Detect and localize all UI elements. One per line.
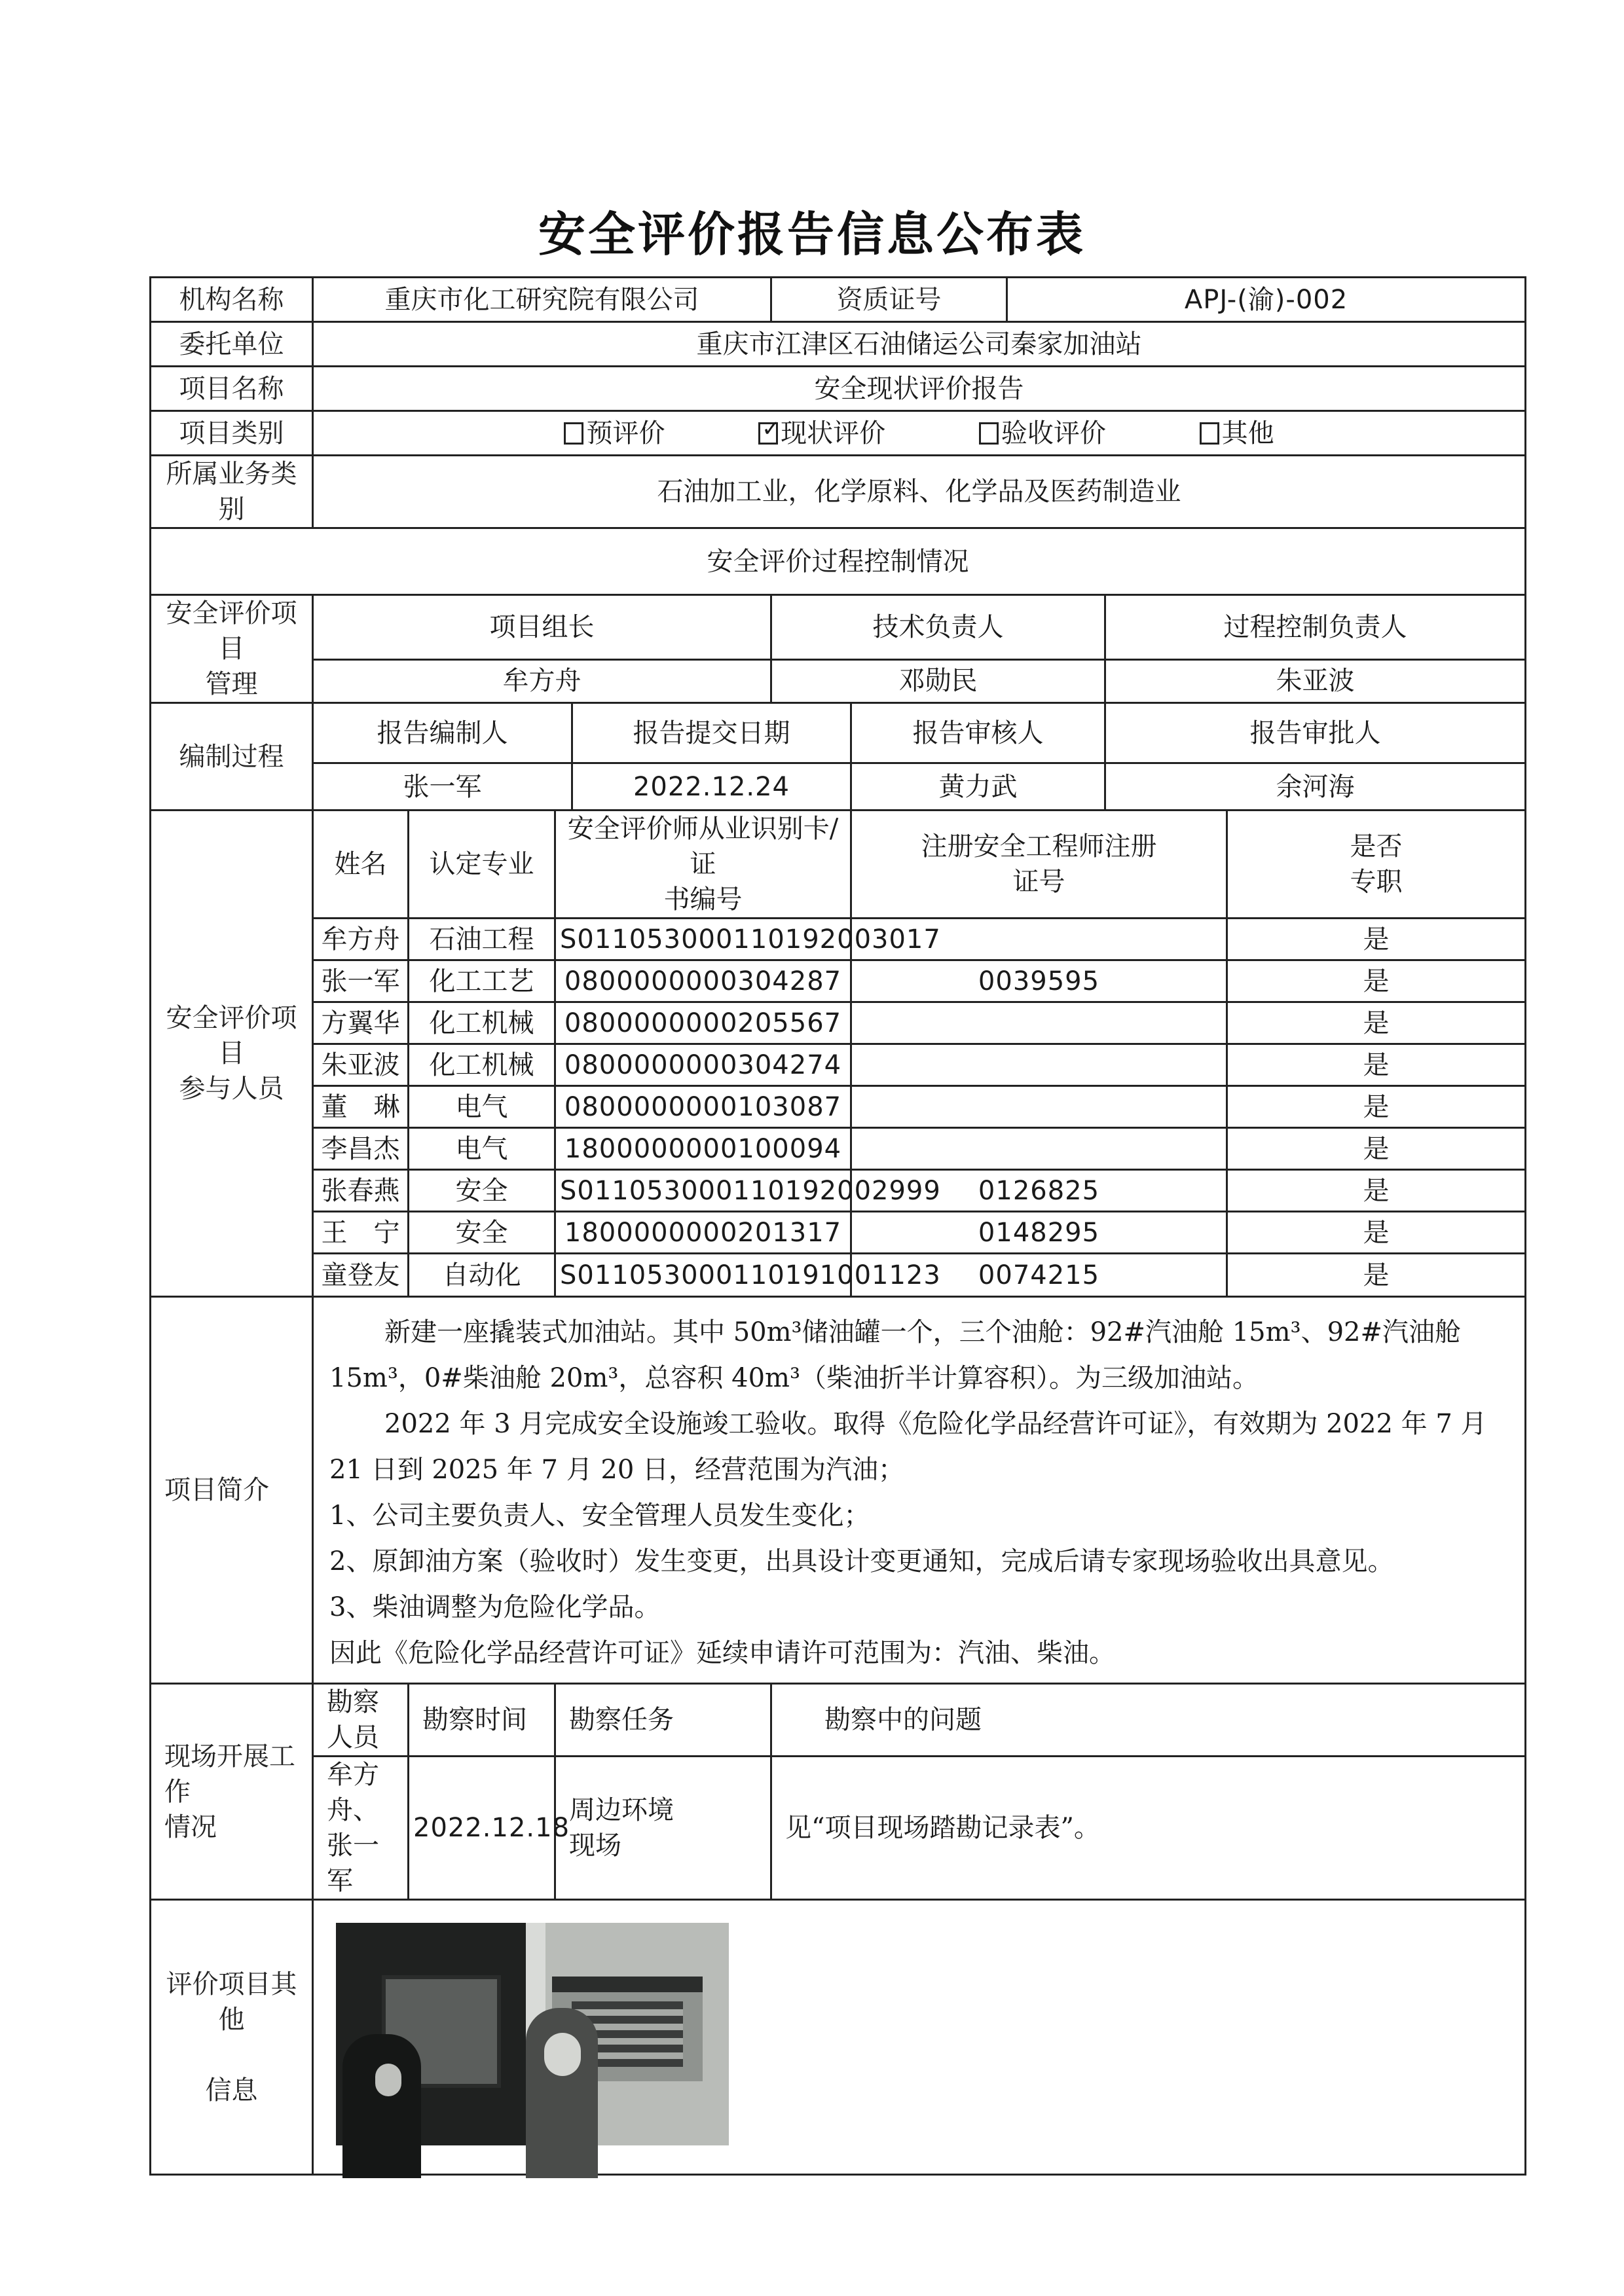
page-title: 安全评价报告信息公布表	[538, 207, 1086, 262]
option-label: 预评价	[586, 418, 665, 448]
business-category-row	[151, 456, 1526, 528]
participant-major: 安全	[409, 1212, 555, 1254]
cert-label: 资质证号	[771, 278, 1007, 322]
col-header-fulltime	[1227, 811, 1526, 919]
participant-name: 方翼华	[313, 1002, 409, 1044]
participant-reg: 0126825	[851, 1170, 1227, 1212]
introduction-text	[313, 1297, 1526, 1684]
project-type-label: 项目类别	[151, 411, 313, 456]
management-value-control: 朱亚波	[1105, 659, 1526, 702]
participant-card: S011053000110191001123	[555, 1254, 851, 1297]
other-info-label	[151, 1900, 313, 2175]
participant-card: 1800000000100094	[555, 1128, 851, 1170]
client-label: 委托单位	[151, 322, 313, 367]
checkbox-option-pre[interactable]	[564, 416, 665, 451]
checkbox-option-current[interactable]	[758, 416, 885, 451]
table-row	[151, 919, 1526, 960]
management-value-tech: 邓勋民	[771, 659, 1105, 702]
checkbox-option-other[interactable]	[1200, 416, 1274, 451]
site-photo	[336, 1923, 729, 2145]
site-value-task-line2: 现场	[569, 1831, 621, 1861]
participant-major: 化工工艺	[409, 960, 555, 1002]
introduction-paragraph: 因此《危险化学品经营许可证》延续申请许可范围为：汽油、柴油。	[329, 1638, 1115, 1668]
participants-label-line1: 安全评价项目	[166, 1003, 297, 1068]
compilation-header-approver: 报告审批人	[1105, 703, 1526, 763]
introduction-paragraph: 1、公司主要负责人、安全管理人员发生变化；	[329, 1501, 870, 1531]
checkbox-empty-icon	[564, 422, 583, 445]
option-label: 其他	[1221, 418, 1274, 448]
client-row	[151, 322, 1526, 367]
other-info-label-line2: 信息	[205, 2075, 258, 2105]
table-row	[151, 960, 1526, 1002]
table-row	[151, 1170, 1526, 1212]
participant-card: S011053000110192003017	[555, 919, 851, 960]
introduction-paragraph: 2022 年 3 月完成安全设施竣工验收。取得《危险化学品经营许可证》，有效期为 2022 年 7 月 21 日到 2025 年 7 月 20 日，经营范围为汽油；	[329, 1409, 1487, 1485]
col-header-card-line2: 书编号	[663, 884, 743, 915]
org-name-label: 机构名称	[151, 278, 313, 322]
participant-fulltime: 是	[1227, 1002, 1526, 1044]
compilation-value-date: 2022.12.24	[572, 763, 851, 811]
org-row	[151, 278, 1526, 322]
introduction-label: 项目简介	[151, 1297, 313, 1684]
participant-reg	[851, 1086, 1227, 1128]
compilation-header-author: 报告编制人	[313, 703, 572, 763]
client-value: 重庆市江津区石油储运公司秦家加油站	[313, 322, 1526, 367]
compilation-value-reviewer: 黄力武	[851, 763, 1105, 811]
introduction-paragraph: 2、原卸油方案（验收时）发生变更，出具设计变更通知，完成后请专家现场验收出具意见。	[329, 1546, 1394, 1576]
participant-card: 0800000000304287	[555, 960, 851, 1002]
checkbox-empty-icon	[979, 422, 999, 445]
management-header-control: 过程控制负责人	[1105, 595, 1526, 660]
participant-reg: 0039595	[851, 960, 1227, 1002]
compilation-value-approver: 余河海	[1105, 763, 1526, 811]
col-header-card	[555, 811, 851, 919]
participant-name: 牟方舟	[313, 919, 409, 960]
site-work-header-row	[151, 1684, 1526, 1757]
option-label: 验收评价	[1001, 418, 1106, 448]
introduction-paragraph: 3、柴油调整为危险化学品。	[329, 1592, 661, 1622]
participant-card: 0800000000205567	[555, 1002, 851, 1044]
participant-name: 张春燕	[313, 1170, 409, 1212]
site-header-time: 勘察时间	[409, 1684, 555, 1757]
participant-fulltime: 是	[1227, 1128, 1526, 1170]
compilation-header-row	[151, 703, 1526, 763]
participant-name: 张一军	[313, 960, 409, 1002]
participant-major: 电气	[409, 1086, 555, 1128]
participant-name: 董 琳	[313, 1086, 409, 1128]
checkbox-empty-icon	[1200, 422, 1219, 445]
site-header-issues: 勘察中的问题	[771, 1684, 1526, 1757]
participant-name: 李昌杰	[313, 1128, 409, 1170]
cert-value: APJ-(渝)-002	[1007, 278, 1526, 322]
management-label-line1: 安全评价项目	[166, 598, 297, 664]
table-row	[151, 1086, 1526, 1128]
participant-card: S011053000110192002999	[555, 1170, 851, 1212]
management-value-row	[151, 659, 1526, 702]
site-value-task-line1: 周边环境	[569, 1795, 674, 1825]
compilation-value-author: 张一军	[313, 763, 572, 811]
site-value-task	[555, 1757, 771, 1900]
compilation-header-date: 报告提交日期	[572, 703, 851, 763]
introduction-paragraph: 新建一座撬装式加油站。其中 50m³储油罐一个，三个油舱：92#汽油舱 15m³、92#汽油舱 15m³，0#柴油舱 20m³，总容积 40m³（柴油折半计算容积）。为三级加油站。	[329, 1317, 1461, 1393]
site-work-label-line1: 现场开展工作	[164, 1741, 295, 1807]
participant-major: 安全	[409, 1170, 555, 1212]
participant-name: 童登友	[313, 1254, 409, 1297]
participant-fulltime: 是	[1227, 960, 1526, 1002]
participant-reg: 0148295	[851, 1212, 1227, 1254]
management-header-row	[151, 595, 1526, 660]
participant-fulltime: 是	[1227, 1170, 1526, 1212]
participant-fulltime: 是	[1227, 1254, 1526, 1297]
management-value-leader: 牟方舟	[313, 659, 771, 702]
participant-fulltime: 是	[1227, 919, 1526, 960]
management-header-leader: 项目组长	[313, 595, 771, 660]
table-row	[151, 1212, 1526, 1254]
introduction-row	[151, 1297, 1526, 1684]
compilation-value-row	[151, 763, 1526, 811]
participant-card: 0800000000304274	[555, 1044, 851, 1086]
management-label-line2: 管理	[205, 669, 258, 699]
site-value-staff	[313, 1757, 409, 1900]
site-value-time: 2022.12.18	[409, 1757, 555, 1900]
site-header-staff: 勘察人员	[313, 1684, 409, 1757]
participant-reg	[851, 1002, 1227, 1044]
participant-fulltime: 是	[1227, 1212, 1526, 1254]
table-row	[151, 1002, 1526, 1044]
management-label	[151, 595, 313, 703]
participant-major: 自动化	[409, 1254, 555, 1297]
participant-card: 0800000000103087	[555, 1086, 851, 1128]
participant-major: 电气	[409, 1128, 555, 1170]
col-header-reg-line2: 证号	[1012, 867, 1065, 897]
participant-fulltime: 是	[1227, 1044, 1526, 1086]
table-row	[151, 1044, 1526, 1086]
project-name-row	[151, 367, 1526, 411]
participant-major: 石油工程	[409, 919, 555, 960]
compilation-label: 编制过程	[151, 703, 313, 811]
project-type-options	[313, 411, 1526, 456]
other-info-content	[313, 1900, 1526, 2175]
info-table	[149, 276, 1526, 2176]
col-header-major: 认定专业	[409, 811, 555, 919]
other-info-label-line1: 评价项目其他	[166, 1969, 297, 2035]
participant-reg: 0074215	[851, 1254, 1227, 1297]
site-value-issues: 见“项目现场踏勘记录表”。	[771, 1757, 1526, 1900]
compilation-header-reviewer: 报告审核人	[851, 703, 1105, 763]
check-mark: ✓	[762, 415, 781, 442]
participant-major: 化工机械	[409, 1044, 555, 1086]
option-label: 现状评价	[781, 418, 886, 448]
checkbox-option-acceptance[interactable]	[979, 416, 1106, 451]
table-row	[151, 1254, 1526, 1297]
business-category-label: 所属业务类别	[151, 456, 313, 528]
site-work-label	[151, 1684, 313, 1900]
other-info-row	[151, 1900, 1526, 2175]
process-control-heading-row	[151, 528, 1526, 595]
participant-name: 王 宁	[313, 1212, 409, 1254]
org-name-value: 重庆市化工研究院有限公司	[313, 278, 771, 322]
management-header-tech: 技术负责人	[771, 595, 1105, 660]
participant-name: 朱亚波	[313, 1044, 409, 1086]
col-header-reg	[851, 811, 1227, 919]
project-name-label: 项目名称	[151, 367, 313, 411]
site-work-value-row	[151, 1757, 1526, 1900]
participants-label	[151, 811, 313, 1297]
checkbox-checked-icon	[758, 415, 781, 445]
col-header-card-line1: 安全评价师从业识别卡/证	[567, 814, 839, 879]
project-type-row	[151, 411, 1526, 456]
site-work-label-line2: 情况	[164, 1812, 217, 1842]
participant-major: 化工机械	[409, 1002, 555, 1044]
site-value-staff-line1: 牟方舟、	[327, 1760, 379, 1825]
participant-fulltime: 是	[1227, 1086, 1526, 1128]
col-header-reg-line1: 注册安全工程师注册	[921, 831, 1157, 862]
participant-card: 1800000000201317	[555, 1212, 851, 1254]
col-header-fulltime-line1: 是否	[1350, 831, 1403, 862]
site-value-staff-line2: 张一军	[327, 1831, 379, 1896]
col-header-fulltime-line2: 专职	[1350, 867, 1403, 897]
business-category-value: 石油加工业，化学原料、化学品及医药制造业	[313, 456, 1526, 528]
participant-reg	[851, 1128, 1227, 1170]
participants-label-line2: 参与人员	[179, 1074, 284, 1104]
participant-reg	[851, 1044, 1227, 1086]
participants-header-row	[151, 811, 1526, 919]
table-row	[151, 1128, 1526, 1170]
process-control-heading: 安全评价过程控制情况	[151, 528, 1526, 595]
site-header-task: 勘察任务	[555, 1684, 771, 1757]
project-name-value: 安全现状评价报告	[313, 367, 1526, 411]
col-header-name: 姓名	[313, 811, 409, 919]
